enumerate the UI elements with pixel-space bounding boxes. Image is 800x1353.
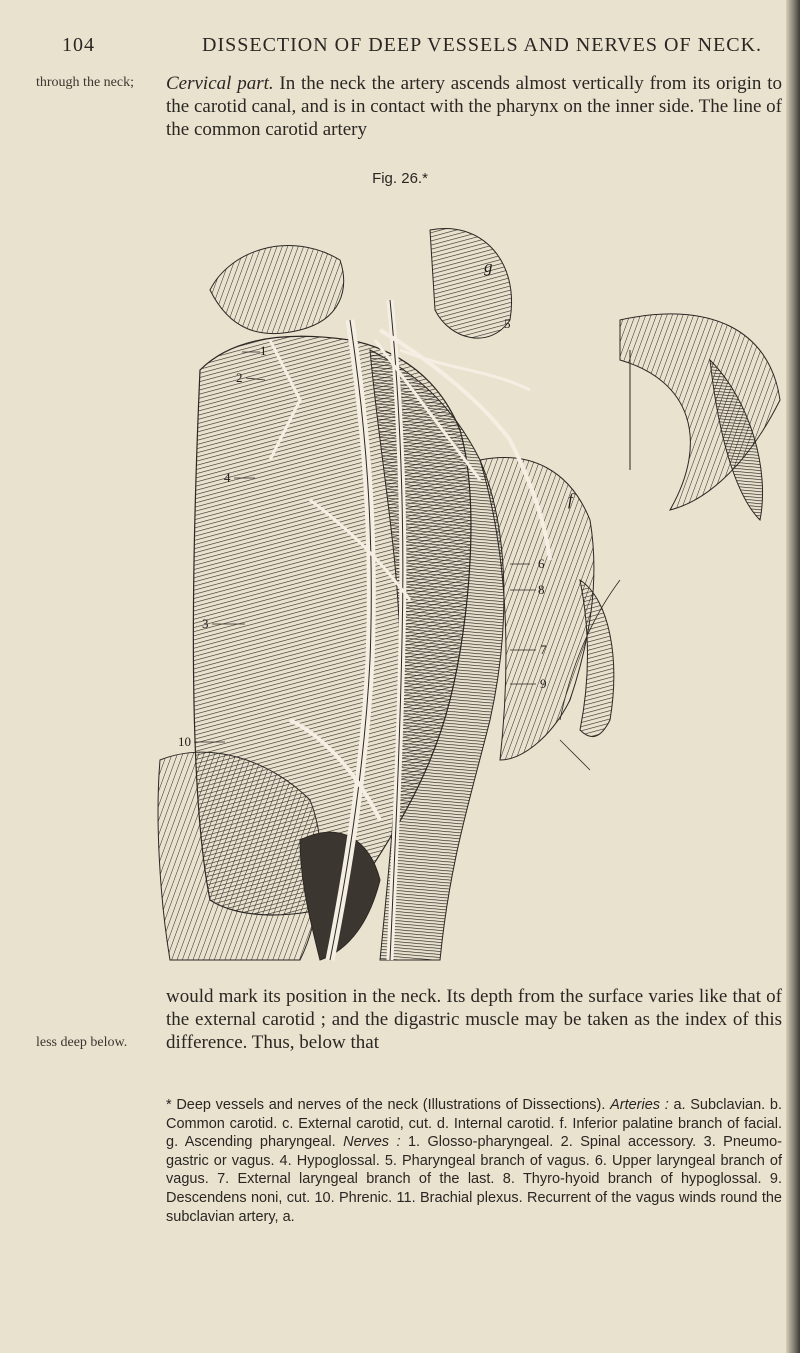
paragraph-depth: would mark its position in the neck. Its depth from the surface varies like that of the external carotid ; and the digastric muscle may be taken as the index of this difference. Thus, below that — [166, 986, 782, 1053]
figure-label-6: 6 — [538, 556, 545, 571]
figure-footnote — [166, 1096, 782, 1226]
figure-caption: Fig. 26.* — [372, 170, 428, 187]
paragraph-cervical-part — [166, 72, 782, 141]
neck-dissection-engraving — [150, 200, 790, 980]
footnote-arteries-heading: Arteries : — [610, 1097, 669, 1113]
page-number: 104 — [62, 34, 95, 56]
figure-label-1: 1 — [260, 343, 267, 358]
running-head: DISSECTION OF DEEP VESSELS AND NERVES OF NECK. — [202, 34, 763, 56]
anatomical-illustration — [150, 200, 790, 980]
page-header — [62, 34, 768, 64]
paragraph-text: In the neck the artery ascends almost vertically from its origin to the carotid canal, and is in contact with the pharynx on the inner side. The line of the common carotid artery — [166, 73, 782, 140]
figure-label-g: g — [484, 257, 493, 276]
figure-label-9: 9 — [540, 676, 547, 691]
footnote-arteries: a. Subclavian. b. Common carotid. c. External carotid, cut. d. Internal carotid. f. Inferior palatine branch of facial. g. Ascending pharyngeal. — [166, 1097, 782, 1151]
figure-label-10: 10 — [178, 734, 191, 749]
margin-note-less-deep: less deep below. — [36, 1035, 128, 1050]
figure-label-4: 4 — [224, 470, 231, 485]
figure-label-5: 5 — [504, 316, 511, 331]
figure-label-8: 8 — [538, 582, 545, 597]
figure-label-7: 7 — [540, 642, 547, 657]
footnote-nerves-heading: Nerves : — [343, 1134, 401, 1151]
section-heading: Cervical part. — [166, 73, 274, 94]
figure-label-f: f — [568, 490, 573, 509]
figure-label-3: 3 — [202, 616, 209, 631]
footnote-intro: * Deep vessels and nerves of the neck (Illustrations of Dissections). — [166, 1097, 606, 1113]
margin-note-through-neck: through the neck; — [36, 75, 134, 90]
footnote-nerves: 1. Glosso-pharyngeal. 2. Spinal accessory. 3. Pneumo-gastric or vagus. 4. Hypoglossal. 5. Pharyngeal branch of vagus. 6. Upper laryngeal branch of vagus. 7. External laryngeal branch of the last. 8. Thyro-hyoid branch of hypoglossal. 9. Descendens noni, cut. 10. Phrenic. 11. Brachial plexus. Recurrent of the vagus winds round the subclavian artery, a. — [166, 1134, 782, 1225]
figure-label-2: 2 — [236, 370, 243, 385]
